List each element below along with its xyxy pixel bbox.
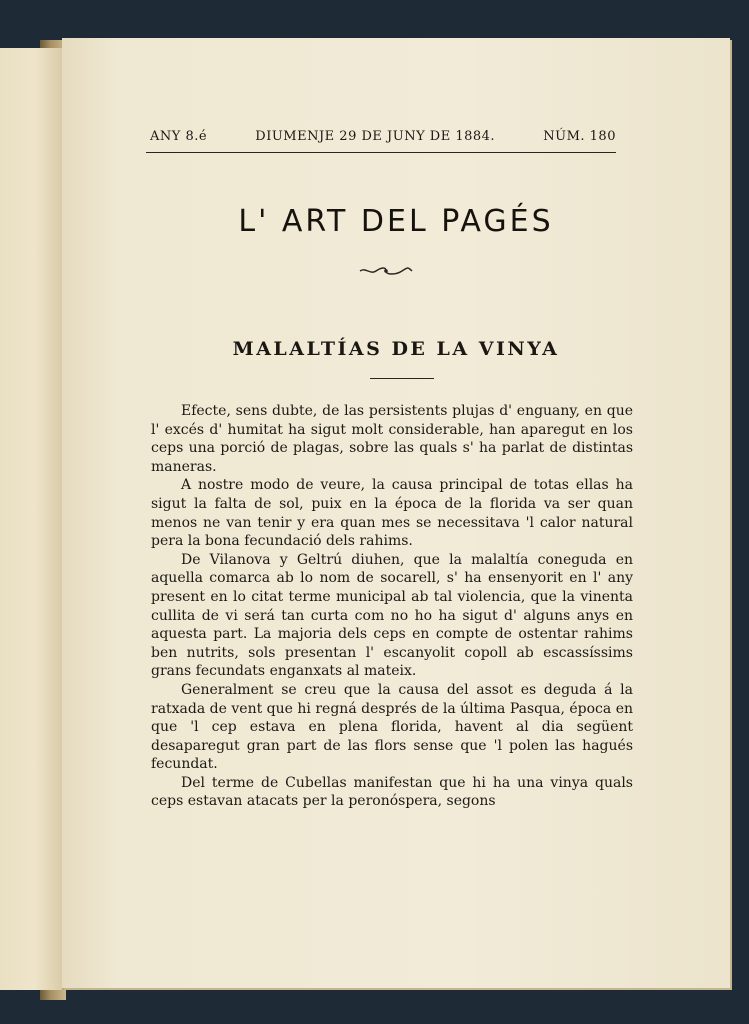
- section-title: MALALTÍAS DE LA VINYA: [232, 338, 560, 360]
- running-header: [150, 129, 616, 144]
- issue-number: NÚM. 180: [543, 129, 616, 144]
- paragraph: Efecte, sens dubte, de las persistents plujas d' enguany, en que l' excés d' humitat ha sigut molt considerable, han aparegut en los ceps una porció de plagas, sobre las quals s' ha parlat de distintas maneras.: [151, 403, 633, 475]
- issue-date: DIUMENJE 29 DE JUNY DE 1884.: [255, 129, 496, 144]
- masthead-title: L' ART DEL PAGÉS: [238, 204, 554, 239]
- left-page-edge: [0, 48, 64, 990]
- paragraph: A nostre modo de veure, la causa principal de totas ellas ha sigut la falta de sol, puix en la época de la florida va ser quan menos ne van tenir y era quan mes se necessitava 'l calor natural pera la bona fecundació dels rahims.: [151, 477, 633, 550]
- paragraph: De Vilanova y Geltrú diuhen, que la malaltía coneguda en aquella comarca ab lo nom de socarell, s' ha ensenyorit en l' any present en lo citat terme municipal ab tal violencia, que la vinenta cullita de vi será tan curta com no ho ha sigut d' alguns anys en aquesta part. La majoria dels ceps en compte de ostentar rahims ben nutrits, sols presentan l' escanyolit copoll ab escassíssims grans fecundats enganxats al mateix.: [151, 551, 633, 680]
- paragraph: Generalment se creu que la causa del assot es deguda á la ratxada de vent que hi regná després de la última Pasqua, época en que 'l cep estava en plena florida, havent al dia següent desaparegut gran part de las flors sense que 'l polen las hagués fecundat.: [151, 681, 633, 773]
- section-rule: [370, 378, 434, 379]
- header-rule: [146, 152, 616, 153]
- volume-label: ANY 8.é: [150, 129, 208, 144]
- paragraph: Del terme de Cubellas manifestan que hi ha una vinya quals ceps estavan atacats per la peronóspera, segons: [151, 774, 633, 810]
- ornament-divider: [358, 266, 414, 276]
- article-body: [151, 402, 633, 811]
- newspaper-page: [62, 38, 730, 988]
